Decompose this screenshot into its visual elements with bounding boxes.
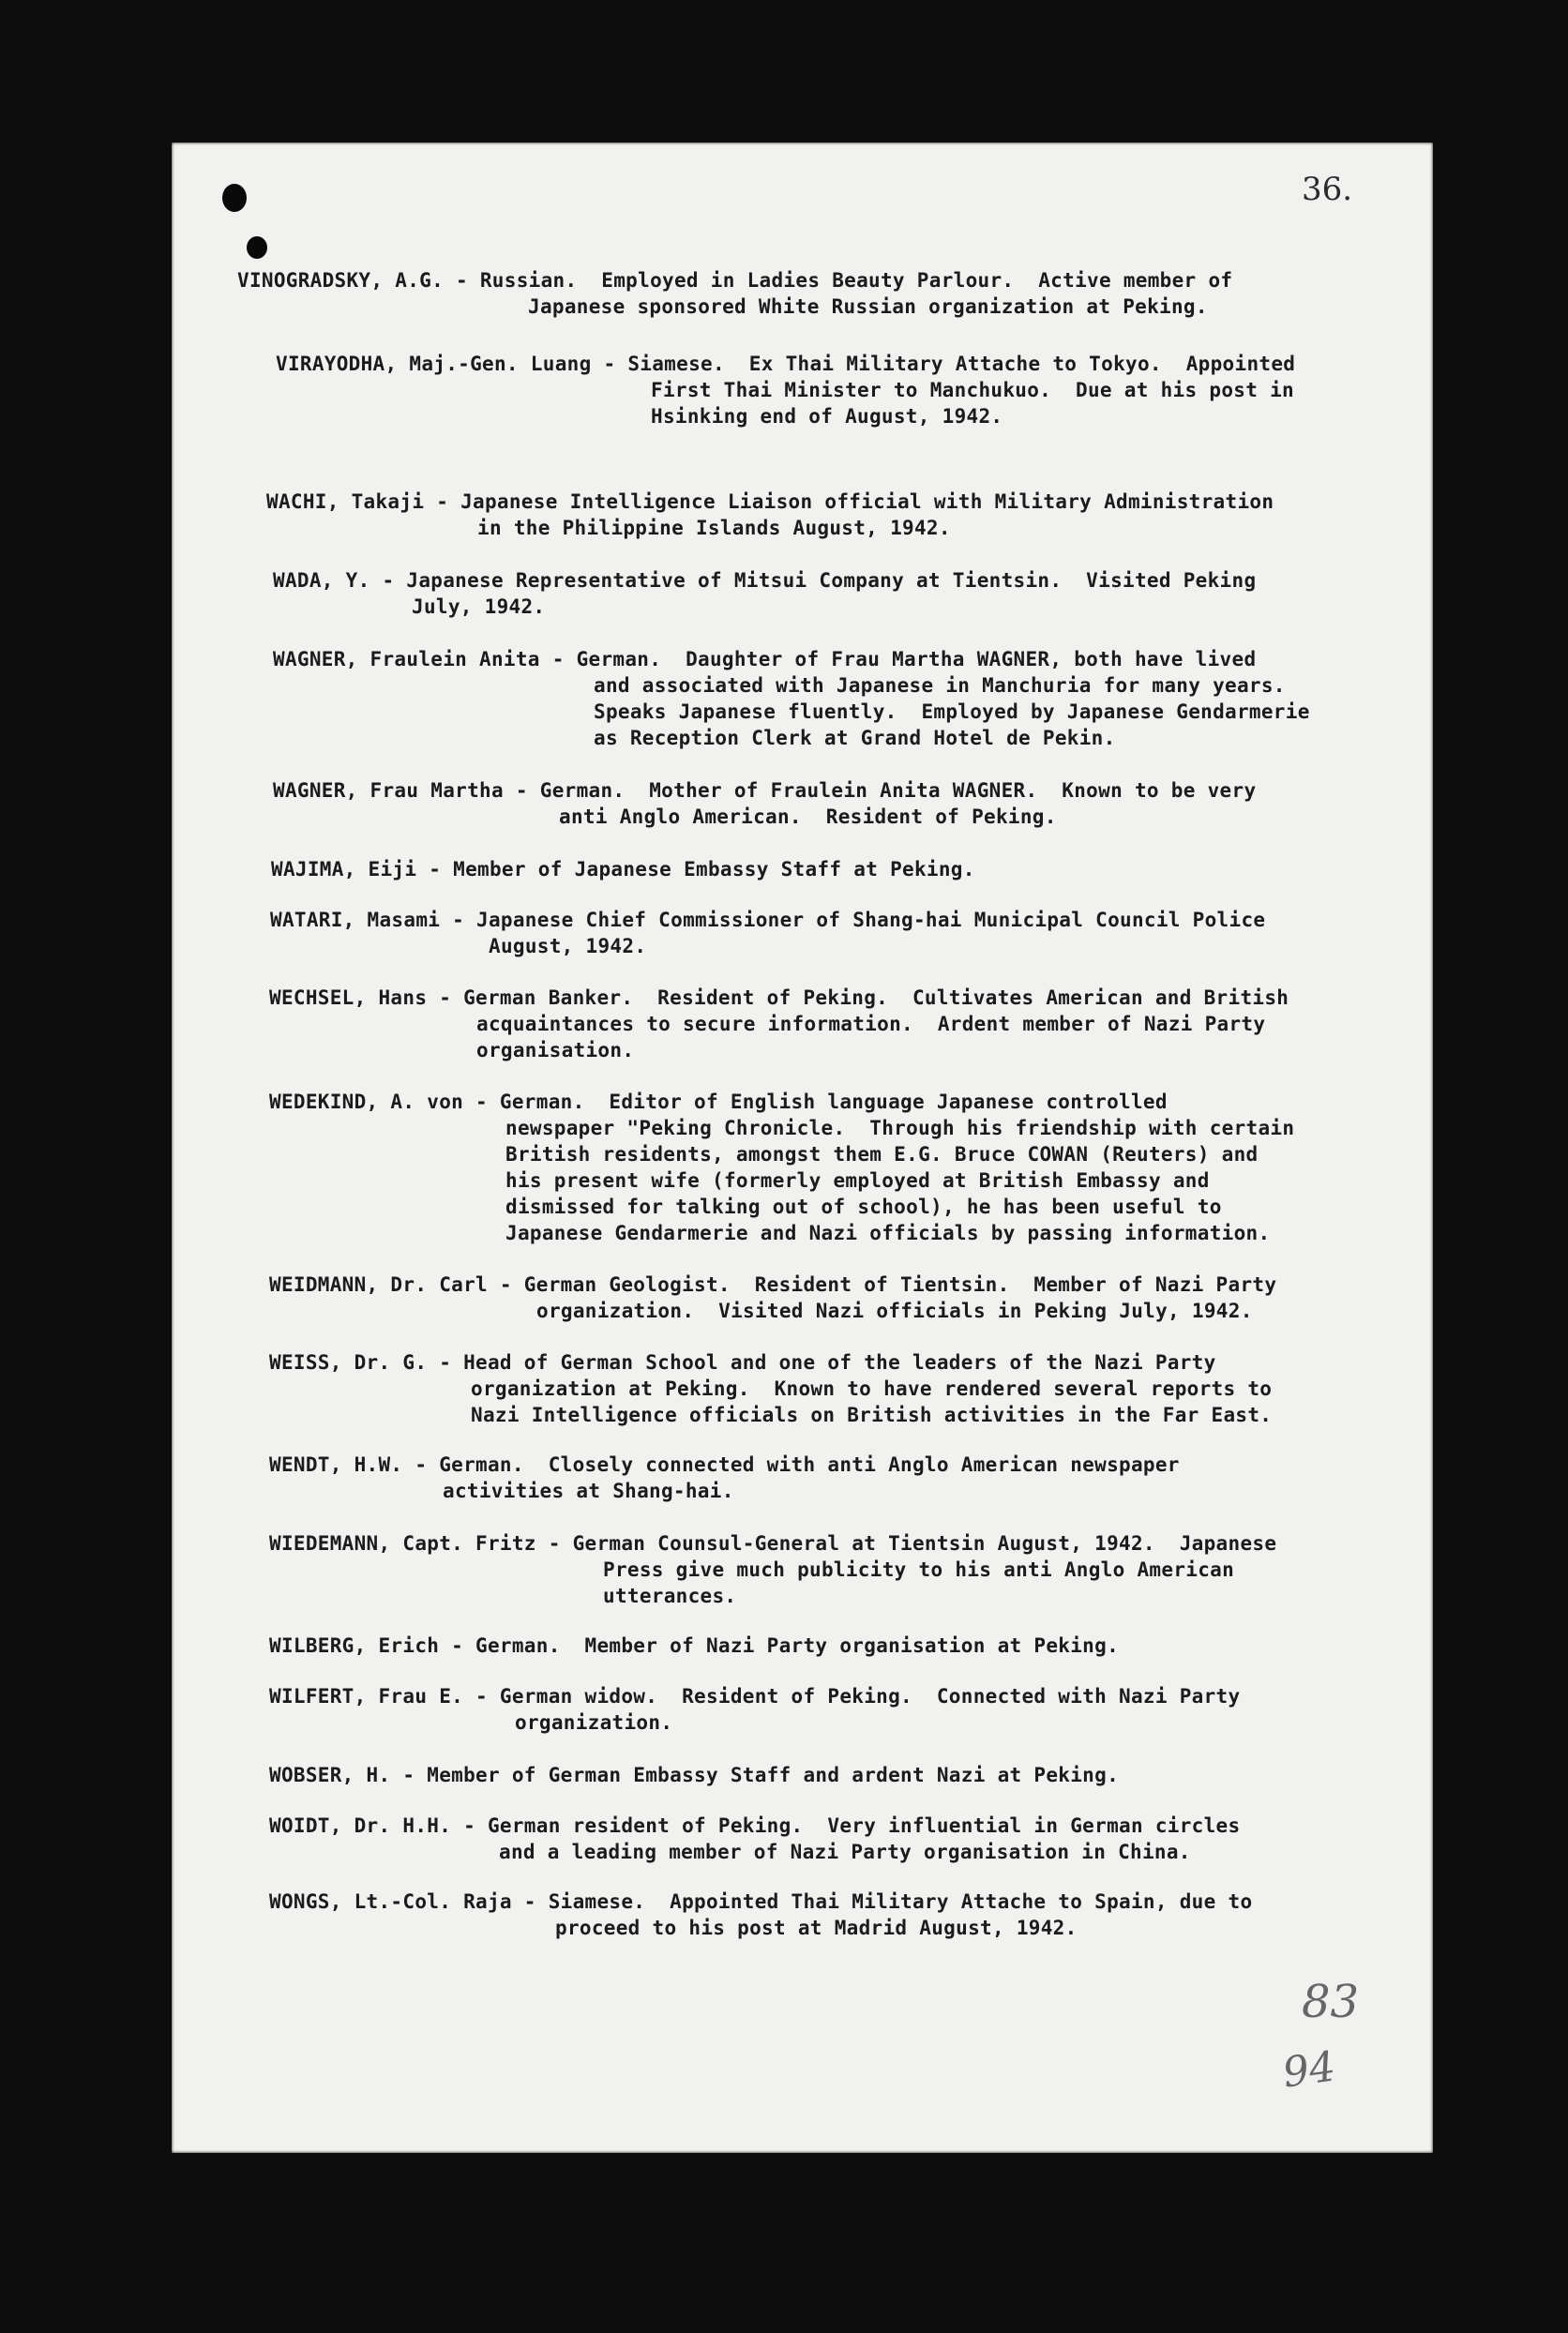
entry-line: Hsinking end of August, 1942. [651,405,1003,428]
handwritten-note-83: 83 [1302,1976,1360,2028]
page-number: 36. [1302,171,1353,208]
entry-line: Press give much publicity to his anti Anglo American [603,1558,1235,1581]
entry-line: WEIDMANN, Dr. Carl - German Geologist. Resident of Tientsin. Member of Nazi Party [269,1273,1277,1296]
entry-line: British residents, amongst them E.G. Bruce COWAN (Reuters) and [505,1143,1259,1166]
entry-line: organization. [515,1711,673,1734]
punch-hole-bottom [247,236,267,259]
entry-line: WIEDEMANN, Capt. Fritz - German Counsul-General at Tientsin August, 1942. Japanese [269,1532,1277,1555]
entry-weiss [269,1349,1272,1428]
entry-line: WOIDT, Dr. H.H. - German resident of Peking. Very influential in German circles [269,1814,1241,1837]
entry-wendt [269,1452,1180,1504]
entry-line: and associated with Japanese in Manchuria for many years. [594,674,1286,697]
entry-line: WADA, Y. - Japanese Representative of Mitsui Company at Tientsin. Visited Peking [273,569,1257,592]
entry-line: dismissed for talking out of school), he has been useful to [505,1196,1222,1218]
entry-line: WACHI, Takaji - Japanese Intelligence Liaison official with Military Administration [266,490,1274,513]
entry-wajima [271,856,975,882]
entry-line: WILFERT, Frau E. - German widow. Resident of Peking. Connected with Nazi Party [269,1685,1241,1708]
entry-line: WEDEKIND, A. von - German. Editor of English language Japanese controlled [269,1091,1168,1113]
entry-virayodha [276,351,1295,429]
entry-line: in the Philippine Islands August, 1942. [477,517,951,539]
entry-weidmann [269,1272,1276,1324]
handwritten-note-94: 94 [1279,2042,1339,2098]
entry-line: organization at Peking. Known to have rendered several reports to [471,1377,1273,1400]
entry-line: VIRAYODHA, Maj.-Gen. Luang - Siamese. Ex Thai Military Attache to Tokyo. Appointed [276,353,1296,375]
entry-line: and a leading member of Nazi Party organisation in China. [499,1841,1191,1863]
entry-line: VINOGRADSKY, A.G. - Russian. Employed in Ladies Beauty Parlour. Active member of [237,269,1233,292]
entry-wongs [269,1889,1252,1941]
entry-line: Speaks Japanese fluently. Employed by Japanese Gendarmerie [594,700,1310,723]
entry-wagner-martha [273,777,1256,830]
entry-vinogradsky [237,267,1232,320]
entry-line: proceed to his post at Madrid August, 1942. [555,1917,1078,1939]
entry-wagner-anita [273,646,1310,751]
entry-wechsel [269,985,1289,1063]
document-page [172,143,1433,2153]
entry-line: utterances. [603,1585,737,1607]
punch-hole-top [222,184,247,212]
entry-line: anti Anglo American. Resident of Peking. [559,805,1057,828]
entry-line: WEISS, Dr. G. - Head of German School and one of the leaders of the Nazi Party [269,1351,1216,1374]
entry-line: First Thai Minister to Manchukuo. Due at his post in [651,379,1294,401]
entry-line: July, 1942. [412,595,546,618]
entry-line: WILBERG, Erich - German. Member of Nazi Party organisation at Peking. [269,1634,1120,1657]
entry-woidt [269,1813,1240,1865]
entry-line: Japanese Gendarmerie and Nazi officials by passing information. [505,1222,1271,1244]
entry-line: Japanese sponsored White Russian organization at Peking. [528,295,1208,318]
entry-wada [273,567,1256,620]
entry-wobser [269,1762,1119,1788]
entry-wilfert [269,1683,1240,1736]
entry-line: WOBSER, H. - Member of German Embassy Staff and ardent Nazi at Peking. [269,1764,1120,1786]
entry-line: WAGNER, Fraulein Anita - German. Daughter of Frau Martha WAGNER, both have lived [273,648,1257,670]
entry-line: WONGS, Lt.-Col. Raja - Siamese. Appointed Thai Military Attache to Spain, due to [269,1890,1253,1913]
entry-line: acquaintances to secure information. Ardent member of Nazi Party [476,1013,1266,1035]
entry-wachi [266,489,1274,541]
entry-line: organisation. [476,1039,635,1061]
entry-line: newspaper "Peking Chronicle. Through his friendship with certain [505,1117,1295,1139]
entry-line: organization. Visited Nazi officials in Peking July, 1942. [536,1300,1253,1322]
entry-line: August, 1942. [489,935,647,957]
entry-line: Nazi Intelligence officials on British activities in the Far East. [471,1404,1273,1426]
entry-line: activities at Shang-hai. [443,1480,734,1502]
entry-line: WENDT, H.W. - German. Closely connected with anti Anglo American newspaper [269,1453,1180,1476]
entry-watari [270,907,1265,959]
entry-line: WAJIMA, Eiji - Member of Japanese Embassy Staff at Peking. [271,858,975,881]
entry-line: his present wife (formerly employed at British Embassy and [505,1169,1210,1192]
entry-wilberg [269,1633,1119,1659]
entry-line: WATARI, Masami - Japanese Chief Commissioner of Shang-hai Municipal Council Police [270,909,1266,931]
entry-line: WAGNER, Frau Martha - German. Mother of Fraulein Anita WAGNER. Known to be very [273,779,1257,802]
entry-wiedemann [269,1530,1276,1609]
entry-line: as Reception Clerk at Grand Hotel de Pekin. [594,727,1116,749]
entry-line: WECHSEL, Hans - German Banker. Resident of Peking. Cultivates American and British [269,986,1289,1009]
entry-wedekind [269,1089,1294,1246]
